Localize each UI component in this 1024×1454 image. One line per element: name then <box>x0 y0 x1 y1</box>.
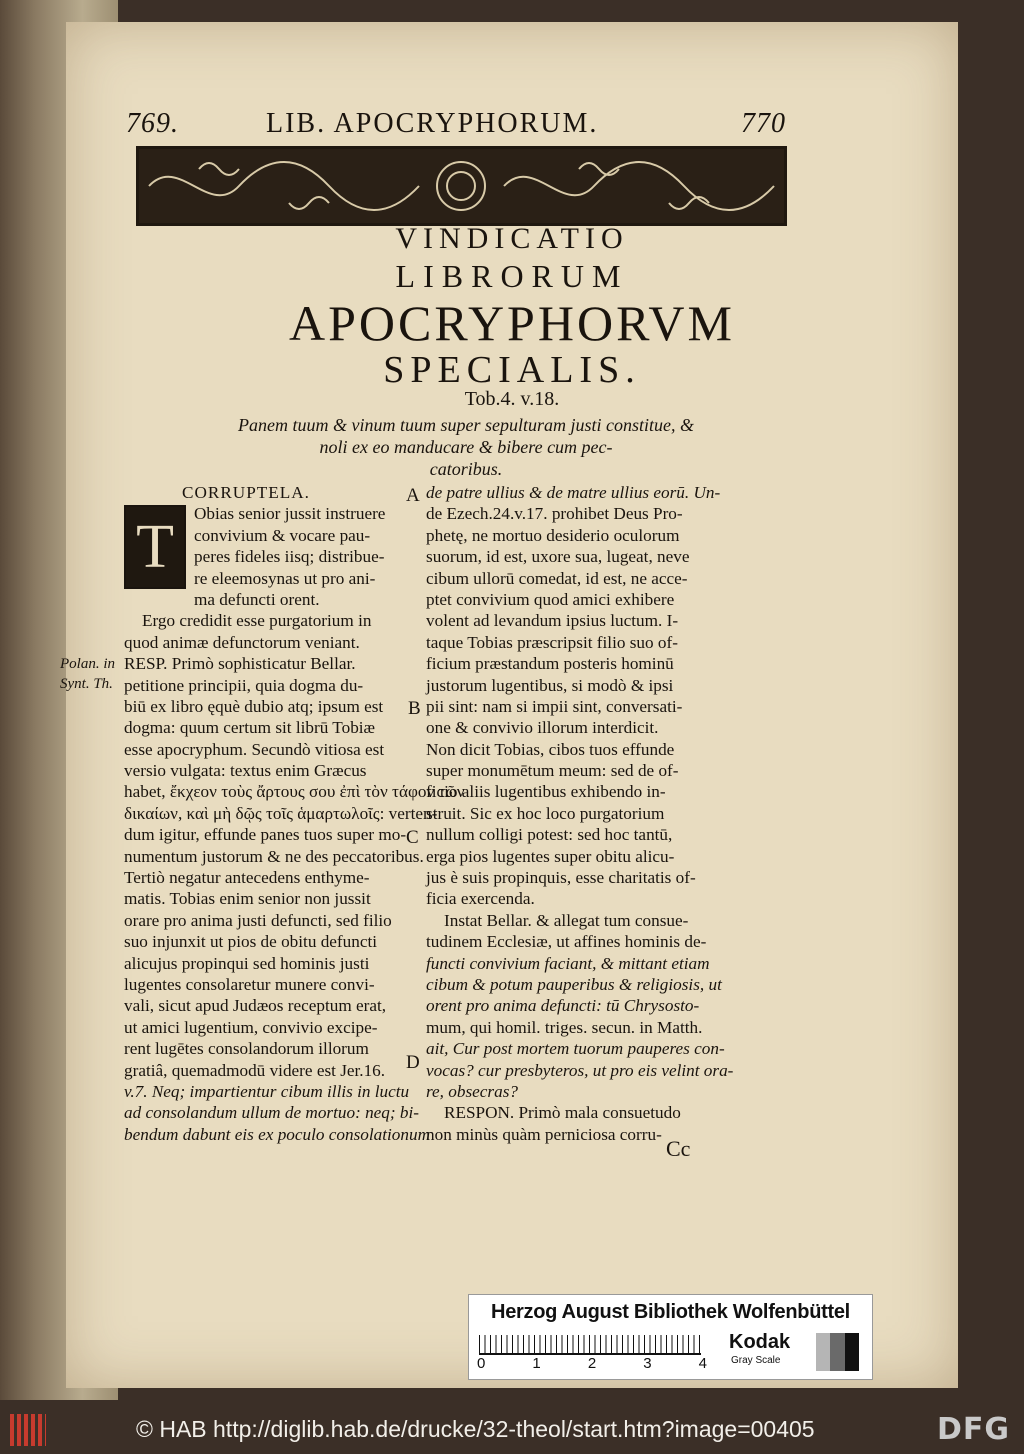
text-line: v.7. Neq; impartientur cibum illis in luctu <box>124 1081 410 1101</box>
text-line: ficia exercenda. <box>426 889 535 909</box>
text-line: re eleemosynas ut pro ani- <box>194 568 376 588</box>
text-line: bendum dabunt eis ex poculo consolationum <box>124 1124 430 1144</box>
title-vindicatio: VINDICATIO <box>395 222 629 255</box>
text-line: nullum colligi potest: sed hoc tantū, <box>426 825 673 845</box>
ruler-number: 4 <box>698 1355 707 1372</box>
text-line: peres fideles iisq; distribue- <box>194 547 385 567</box>
left-text-column <box>124 482 465 1145</box>
hab-logo-icon <box>10 1414 46 1446</box>
page-number-left: 769. <box>126 108 179 139</box>
page-number-right: 770 <box>741 108 786 139</box>
text-line: biū ex libro ęquè dubio atq; ipsum est <box>124 696 384 716</box>
text-line: pii sint: nam si impii sint, conversati- <box>426 696 683 716</box>
margin-note: Polan. in <box>60 656 115 672</box>
text-line: quod animæ defunctorum veniant. <box>124 632 360 652</box>
library-name: Herzog August Bibliothek Wolfenbüttel <box>491 1301 850 1323</box>
left-column-lines <box>124 503 465 1145</box>
epigraph-line: noli ex eo manducare & bibere cum pec- <box>319 437 613 457</box>
text-line: cibum & potum pauperibus & religiosis, ut <box>426 974 722 994</box>
running-head: LIB. APOCRYPHORUM. <box>266 108 599 139</box>
text-line: vali, sicut apud Judæos receptum erat, <box>124 996 387 1016</box>
ruler-number: 2 <box>587 1355 597 1372</box>
text-line: suorum, id est, uxore sua, lugeat, neve <box>426 547 690 567</box>
text-line: Tertiò negatur antecedens enthyme- <box>124 868 370 888</box>
text-line: orare pro anima justi defuncti, sed filio <box>124 910 392 930</box>
ruler-scale <box>479 1335 701 1355</box>
library-label-card <box>468 1294 873 1380</box>
text-line: struit. Sic ex hoc loco purgatorium <box>426 803 665 823</box>
epigraph-line: Panem tuum & vinum tuum super sepulturam justi constitue, & <box>238 415 694 435</box>
text-line: Non dicit Tobias, cibos tuos effunde <box>426 739 675 759</box>
right-column-lines <box>426 482 734 1145</box>
text-line: convivium & vocare pau- <box>194 525 371 545</box>
text-line: tudinem Ecclesiæ, ut affines hominis de- <box>426 932 707 952</box>
text-line: gratiâ, quemadmodū videre est Jer.16. <box>124 1060 386 1080</box>
text-line: Obias senior jussit instruere <box>194 504 386 524</box>
text-line: ficio aliis lugentibus exhibendo in- <box>426 782 666 802</box>
text-line: super monumētum meum: sed de of- <box>426 761 679 781</box>
text-line: vocas? cur presbyteros, ut pro eis velint ora- <box>426 1060 734 1080</box>
text-line: taque Tobias præscripsit filio suo of- <box>426 632 678 652</box>
title-librorum: LIBRORUM <box>395 258 629 294</box>
margin-note: Synt. Th. <box>60 676 113 692</box>
text-line: versio vulgata: textus enim Græcus <box>124 761 367 781</box>
text-line: matis. Tobias enim senior non jussit <box>124 889 371 909</box>
text-line: Ergo credidit esse purgatorium in <box>142 611 372 631</box>
text-line: δικαίων, καὶ μὴ δῷς τοῖς ἁμαρτωλοῖς: verten- <box>124 803 438 823</box>
text-line: erga pios lugentes super obitu alicu- <box>426 846 675 866</box>
text-line: ma defuncti orent. <box>194 589 320 609</box>
text-line: RESP. Primò sophisticatur Bellar. <box>124 654 356 674</box>
gray-scale-patches <box>801 1333 859 1371</box>
decorated-initial: T <box>124 505 186 589</box>
text-line: esse apocryphum. Secundò vitiosa est <box>124 739 385 759</box>
book-page <box>60 22 958 1388</box>
text-line: one & convivio illorum interdicit. <box>426 718 659 738</box>
text-line: jus è suis propinquis, esse charitatis of- <box>426 868 696 888</box>
title-specialis: SPECIALIS. <box>383 349 641 391</box>
section-mark-d: D <box>406 1052 420 1073</box>
gray-scale-caption: Gray Scale <box>731 1355 781 1366</box>
ruler-number: 3 <box>643 1355 652 1372</box>
kodak-logo: Kodak <box>729 1331 791 1353</box>
text-line: ficium præstandum posteris hominū <box>426 654 674 674</box>
text-line: cibum ullorū comedat, id est, ne acce- <box>426 568 688 588</box>
text-line: petitione principii, quia dogma du- <box>124 675 364 695</box>
text-line: dogma: quum certum sit librū Tobiæ <box>124 718 376 738</box>
section-heading: CORRUPTELA. <box>182 483 310 502</box>
text-line: suo injunxit ut pios de obitu defuncti <box>124 932 378 952</box>
text-line: rent lugētes consolandorum illorum <box>124 1039 369 1059</box>
ruler-numbers <box>477 1355 707 1372</box>
text-line: ptet convivium quod amici exhibere <box>426 589 675 609</box>
running-header <box>126 108 786 148</box>
gathering-signature: Cc <box>666 1136 691 1161</box>
text-line: ut amici lugentium, convivio excipe- <box>124 1017 378 1037</box>
woodcut-ornament-band <box>136 146 787 226</box>
text-line: volent ad levandum ipsius luctum. I- <box>426 611 679 631</box>
text-line: alicujus propinqui sed hominis justi <box>124 953 370 973</box>
text-line: lugentes consolaretur munere convi- <box>124 974 375 994</box>
section-mark-a: A <box>406 485 420 506</box>
text-line: RESPON. Primò mala consuetudo <box>444 1103 681 1123</box>
text-line: numentum justorum & ne des peccatoribus. <box>124 846 424 866</box>
viewer-footer <box>0 1406 1024 1454</box>
ruler-number: 0 <box>477 1355 486 1372</box>
epigraph-line: catoribus. <box>429 459 503 479</box>
text-line: dum igitur, effunde panes tuos super mo- <box>124 825 407 845</box>
text-line: functi convivium faciant, & mittant etiam <box>426 953 710 973</box>
section-mark-c: C <box>406 827 419 848</box>
ornament-pattern-icon <box>139 149 784 223</box>
right-text-column <box>426 482 734 1145</box>
text-line: phetę, ne mortuo desiderio oculorum <box>426 525 680 545</box>
scripture-reference: Tob.4. v.18. <box>464 388 560 410</box>
text-line: de patre ullius & de matre ullius eorū. Un- <box>426 483 721 502</box>
section-mark-b: B <box>408 698 421 719</box>
text-line: ait, Cur post mortem tuorum pauperes con- <box>426 1039 725 1059</box>
title-apocryphorum: APOCRYPHORVM <box>288 295 735 351</box>
text-line: ad consolandum ullum de mortuo: neq; bi- <box>124 1103 420 1123</box>
text-line: orent pro anima defuncti: tū Chrysosto- <box>426 996 700 1016</box>
text-line: Instat Bellar. & allegat tum consue- <box>444 910 689 930</box>
text-line: non minùs quàm perniciosa corru- <box>426 1124 662 1144</box>
dfg-logo: DFG <box>936 1412 1010 1447</box>
text-line: de Ezech.24.v.17. prohibet Deus Pro- <box>426 504 683 524</box>
text-line: re, obsecras? <box>426 1081 518 1101</box>
text-line: mum, qui homil. triges. secun. in Matth. <box>426 1017 703 1037</box>
text-line: justorum lugentibus, si modò & ipsi <box>426 675 674 695</box>
text-line: habet, ἔκχεον τοὺς ἄρτους σου ἐπὶ τὸν τάφον τῶν <box>124 782 465 802</box>
ruler-number: 1 <box>532 1355 541 1372</box>
copyright-url[interactable]: © HAB http://diglib.hab.de/drucke/32-theol/start.htm?image=00405 <box>136 1416 815 1442</box>
